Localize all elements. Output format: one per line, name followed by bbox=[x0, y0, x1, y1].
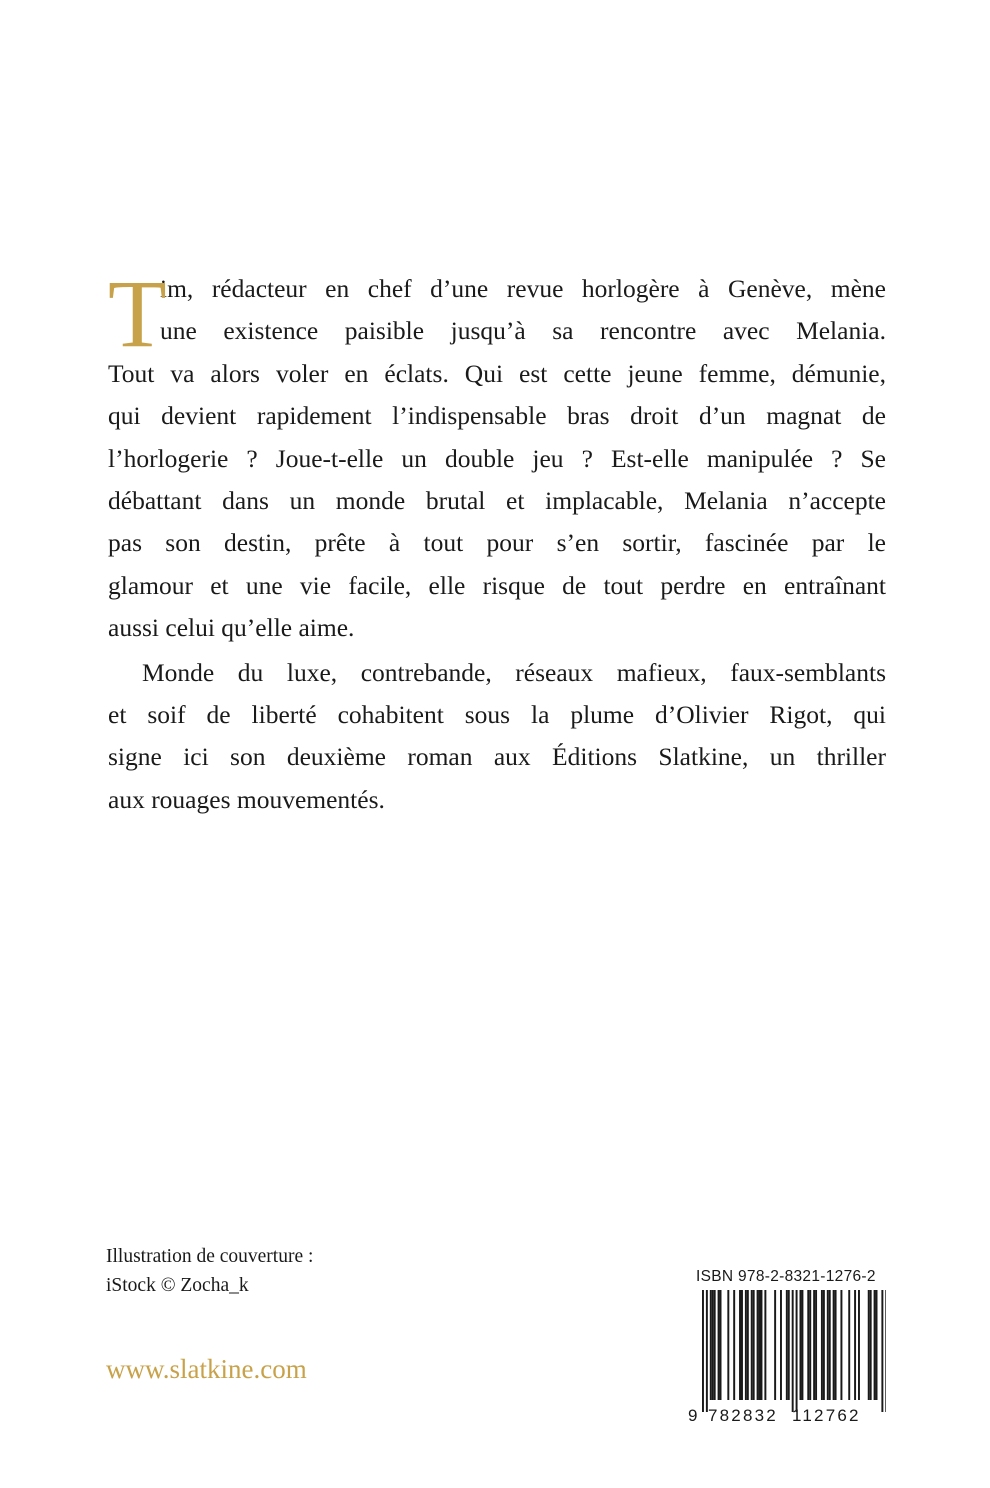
barcode-bar bbox=[858, 1290, 860, 1400]
barcode-bar bbox=[712, 1290, 714, 1400]
barcode-bar bbox=[809, 1290, 811, 1400]
blurb-line: une existence paisible jusqu’à sa rencontre avec Melania. bbox=[160, 316, 886, 346]
barcode-bar bbox=[761, 1290, 763, 1400]
barcode-bar bbox=[706, 1290, 708, 1412]
barcode-bar bbox=[823, 1290, 825, 1400]
drop-cap: T bbox=[108, 260, 167, 367]
barcode-bar bbox=[876, 1290, 878, 1400]
blurb-line: débattant dans un monde brutal et implacable, Melania n’accepte bbox=[108, 486, 886, 516]
barcode-bar bbox=[800, 1290, 802, 1400]
blurb-line: aux rouages mouvementés. bbox=[108, 784, 385, 814]
barcode-bar bbox=[807, 1290, 809, 1400]
barcode-bar bbox=[848, 1290, 850, 1400]
credits-line-2: iStock © Zocha_k bbox=[106, 1275, 249, 1296]
barcode-bar bbox=[720, 1290, 722, 1400]
barcode-bar bbox=[874, 1290, 876, 1400]
blurb-line: glamour et une vie facile, elle risque de tout perdre en entraînant bbox=[108, 570, 886, 600]
barcode-bar bbox=[702, 1290, 704, 1412]
barcode-bar bbox=[870, 1290, 872, 1400]
barcode-bar bbox=[885, 1290, 886, 1412]
barcode-bar bbox=[792, 1290, 794, 1412]
illustration-credits bbox=[106, 1242, 313, 1300]
barcode-group-1: 782832 bbox=[708, 1406, 778, 1425]
barcode-bar bbox=[788, 1290, 790, 1400]
barcode-bar bbox=[868, 1290, 870, 1400]
barcode-bar bbox=[751, 1290, 753, 1400]
blurb-line: Tout va alors voler en éclats. Qui est cette jeune femme, démunie, bbox=[108, 358, 886, 388]
blurb-paragraph-1 bbox=[108, 260, 886, 650]
barcode-bar bbox=[840, 1290, 842, 1400]
publisher-website: www.slatkine.com bbox=[106, 1354, 307, 1384]
blurb-line: signe ici son deuxième roman aux Éditions Slatkine, un thriller bbox=[108, 742, 886, 772]
blurb-line: aussi celui qu’elle aime. bbox=[108, 613, 355, 643]
barcode-first-digit: 9 bbox=[688, 1406, 698, 1425]
barcode-group-2: 112762 bbox=[792, 1406, 861, 1425]
barcode-bar bbox=[815, 1290, 817, 1400]
barcode-bar bbox=[741, 1290, 743, 1400]
barcode-bar bbox=[727, 1290, 729, 1400]
blurb-line: qui devient rapidement l’indispensable bras droit d’un magnat de bbox=[108, 401, 886, 431]
back-cover-blurb bbox=[108, 260, 886, 821]
barcode-bar bbox=[813, 1290, 815, 1400]
blurb-paragraph-2 bbox=[108, 652, 886, 822]
barcode-bar bbox=[827, 1290, 829, 1400]
barcode-bar bbox=[821, 1290, 823, 1400]
barcode-bar bbox=[854, 1290, 856, 1400]
barcode-bar bbox=[796, 1290, 798, 1412]
barcode-bar bbox=[835, 1290, 837, 1400]
credits-line-1: Illustration de couverture : bbox=[106, 1246, 314, 1267]
blurb-line: im, rédacteur en chef d’une revue horlogère à Genève, mène bbox=[160, 274, 886, 303]
barcode-bar bbox=[714, 1290, 716, 1400]
barcode-bars bbox=[702, 1290, 886, 1412]
barcode-bar bbox=[718, 1290, 720, 1400]
barcode-bar bbox=[733, 1290, 735, 1400]
barcode-bar bbox=[780, 1290, 782, 1400]
barcode-bar bbox=[745, 1290, 747, 1400]
barcode-bar bbox=[753, 1290, 755, 1400]
blurb-line: et soif de liberté cohabitent sous la plume d’Olivier Rigot, qui bbox=[108, 700, 886, 730]
barcode-bar bbox=[747, 1290, 749, 1400]
barcode-bar bbox=[759, 1290, 761, 1400]
barcode-bar bbox=[774, 1290, 776, 1400]
isbn-barcode-block bbox=[686, 1268, 886, 1428]
barcode-bar bbox=[710, 1290, 712, 1400]
blurb-line: Monde du luxe, contrebande, réseaux mafieux, faux-semblants bbox=[142, 657, 886, 687]
barcode-bar bbox=[829, 1290, 831, 1400]
barcode-bar bbox=[801, 1290, 803, 1400]
barcode-bar bbox=[739, 1290, 741, 1400]
barcode-bar bbox=[764, 1290, 766, 1400]
barcode-bar bbox=[757, 1290, 759, 1400]
isbn-label: ISBN 978-2-8321-1276-2 bbox=[696, 1268, 876, 1285]
barcode bbox=[686, 1290, 886, 1426]
barcode-bar bbox=[833, 1290, 835, 1400]
blurb-line: l’horlogerie ? Joue-t-elle un double jeu ? Est-elle manipulée ? Se bbox=[108, 443, 886, 473]
barcode-bar bbox=[786, 1290, 788, 1400]
barcode-bar bbox=[881, 1290, 883, 1412]
blurb-line: pas son destin, prête à tout pour s’en sortir, fascinée par le bbox=[108, 528, 886, 558]
